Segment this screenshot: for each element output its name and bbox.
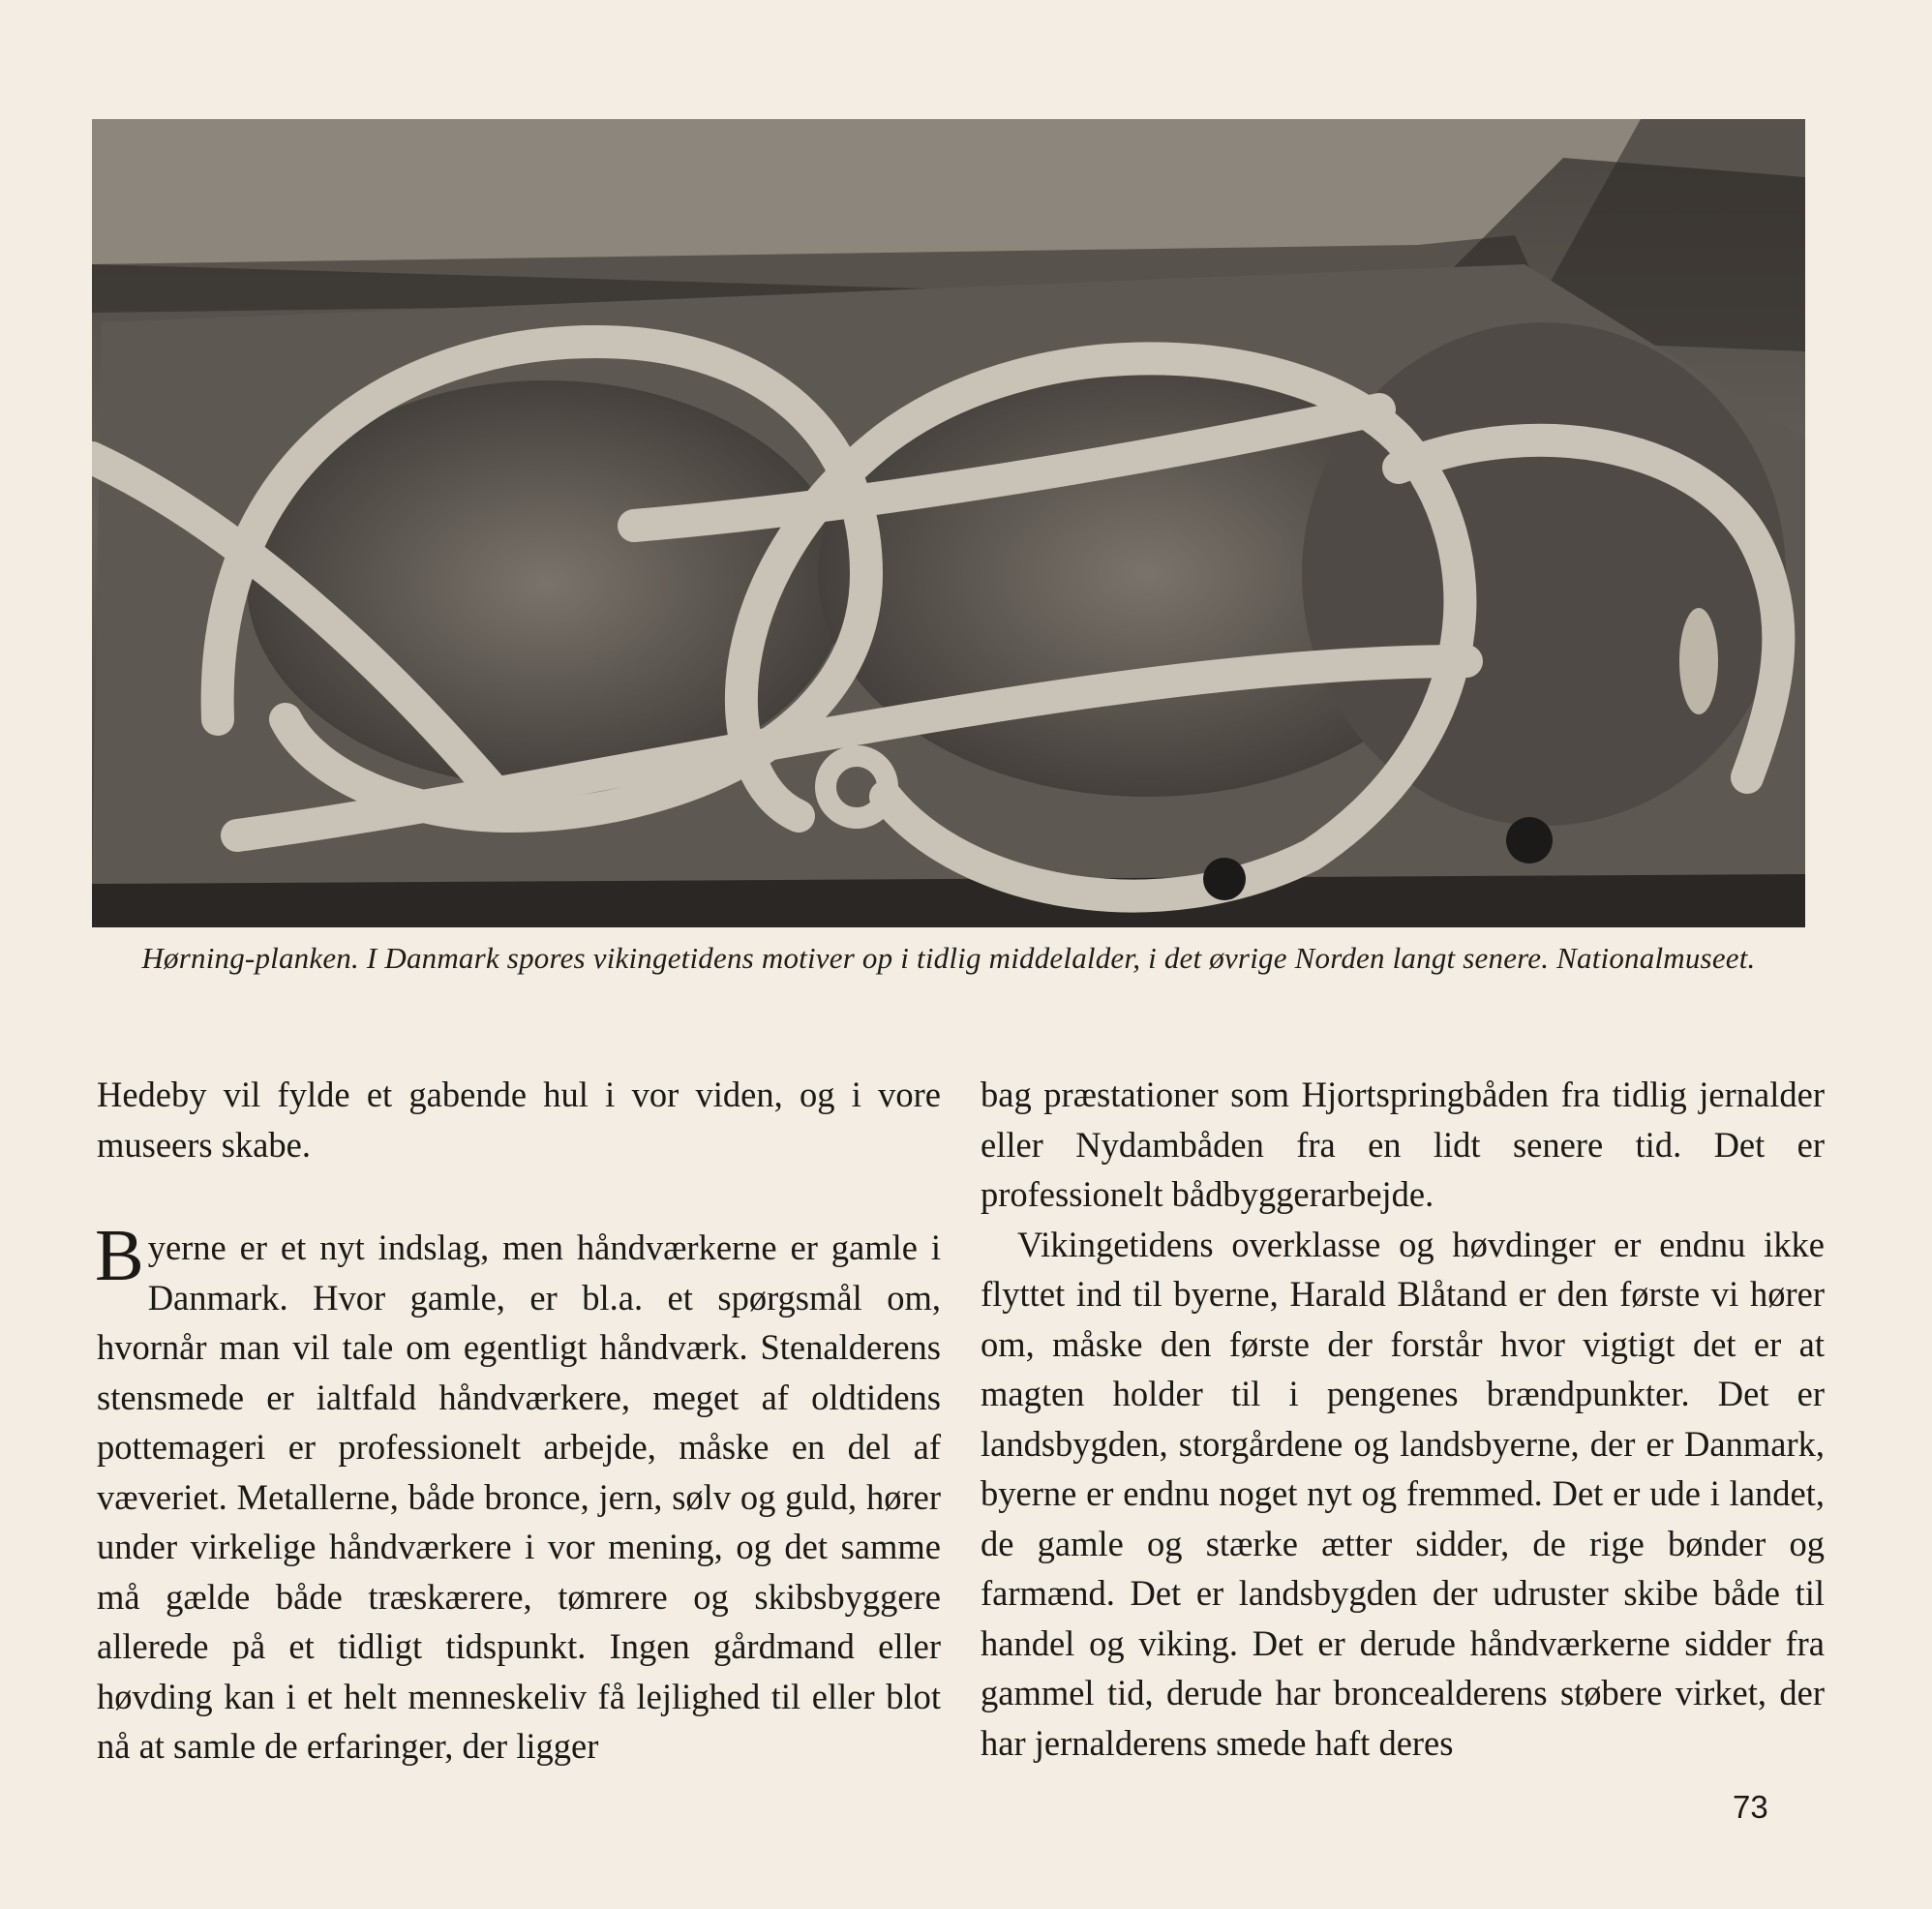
page-number: 73 [1733,1789,1768,1825]
right-paragraph-1: bag præstationer som Hjortspringbåden fra tidlig jernalder eller Nydambåden fra en lidt senere tid. Det er professionelt bådbyggerarbejde. [981,1075,1825,1214]
drop-cap: B [95,1215,144,1296]
left-text-column [97,1070,941,1772]
right-text-column [981,1070,1825,1768]
left-paragraph-2-text: yerne er et nyt indslag, men håndværkerne er gamle i Danmark. Hvor gamle, er bl.a. et spørgsmål om, hvornår man vil tale om egentligt håndværk. Stenalderens stensmede er ialtfald håndværkere, meget af oldtidens pottemageri er professionelt arbejde, måske en del af væveriet. Metallerne, både bronce, jern, sølv og guld, hører under virkelige håndværkere i vor mening, og det samme må gælde både træskærere, tømrere og skibsbyggere allerede på et tidligt tidspunkt. Ingen gårdmand eller høvding kan i et helt menneskeliv få lejlighed til eller blot nå at samle de erfaringer, der ligger [97,1227,941,1766]
photo-caption: Hørning-planken. I Danmark spores vikingetidens motiver op i tidlig middelalder, i det øvrige Norden langt senere. Nationalmuseet. [141,941,1756,975]
plank-illustration [92,119,1805,927]
carved-plank-photo [92,119,1805,927]
left-paragraph-1: Hedeby vil fylde et gabende hul i vor viden, og i vore museers skabe. [97,1075,941,1165]
left-paragraph-2 [95,1215,941,1772]
right-paragraph-2: Vikingetidens overklasse og høvdinger er endnu ikke flyttet ind til byerne, Harald Blåtand er den første vi hører om, måske den første der forstår hvor vigtigt det er at magten holder til i pengenes brændpunkter. Det er landsbygden, storgårdene og landsbyerne, der er Danmark, byerne er endnu noget nyt og fremmed. Det er ude i landet, de gamle og stærke ætter sidder, de rige bønder og farmænd. Det er landsbygden der udruster skibe både til handel og viking. Det er derude håndværkerne sidder fra gammel tid, derude har broncealderens støbere virket, der har jernalderens smede haft deres [981,1224,1825,1763]
